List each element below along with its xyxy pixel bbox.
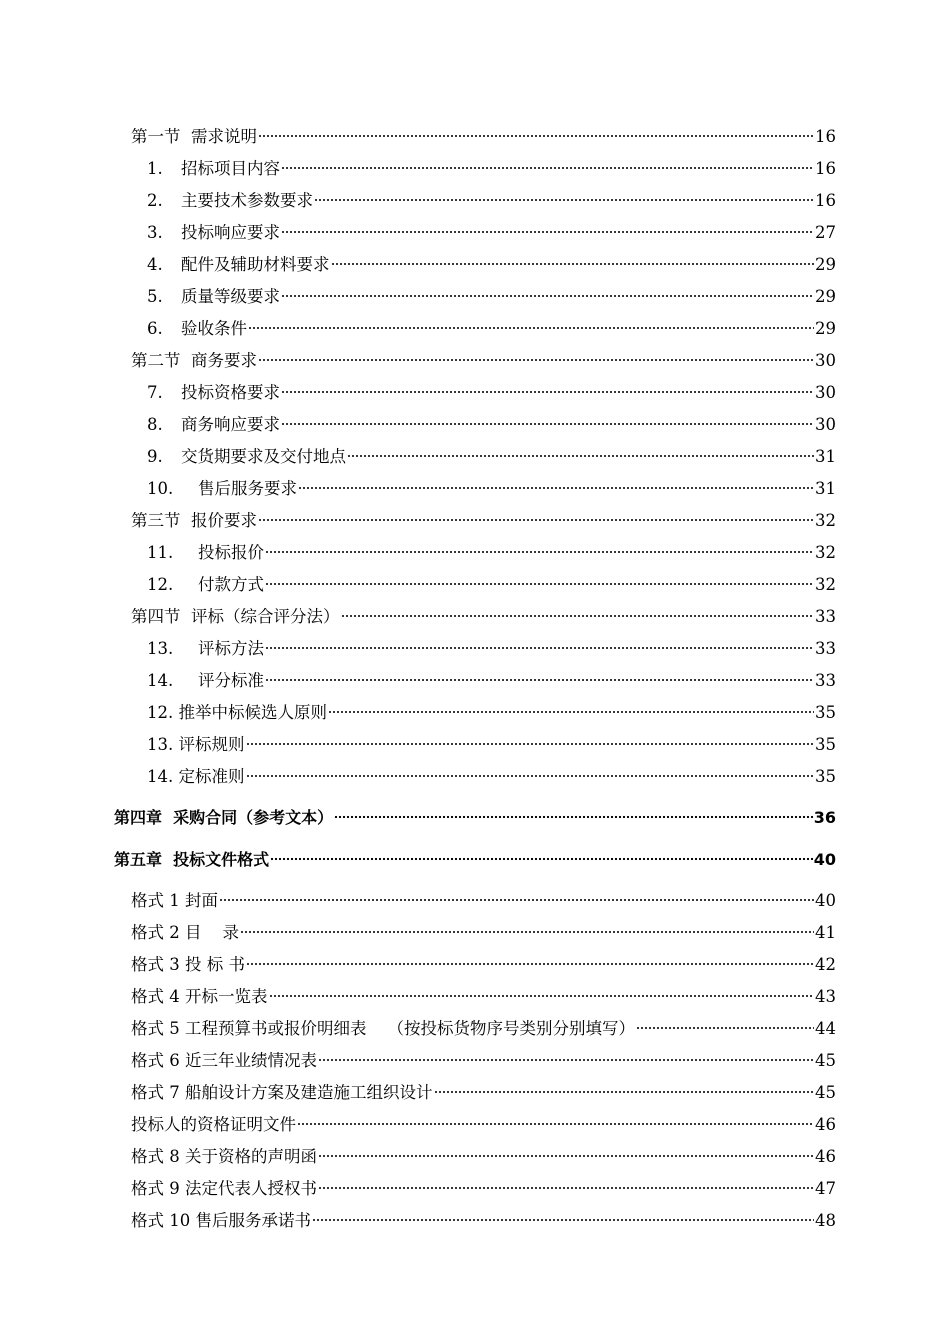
toc-page-number: 33 (815, 607, 836, 626)
toc-leader-dots (258, 116, 814, 142)
toc-item-entry[interactable] (147, 276, 836, 306)
toc-page-number: 30 (815, 383, 836, 402)
toc-entry-title: 格式 5 工程预算书或报价明细表 （按投标货物序号类别分别填写） (131, 1019, 635, 1038)
toc-format-entry[interactable] (131, 912, 836, 942)
toc-page-number: 35 (815, 703, 836, 722)
toc-item-entry[interactable] (147, 308, 836, 338)
toc-item-entry[interactable] (147, 404, 836, 434)
toc-page-number: 33 (815, 671, 836, 690)
toc-page-number: 44 (815, 1019, 836, 1038)
toc-item-entry[interactable] (147, 724, 836, 754)
toc-page-number: 41 (815, 923, 836, 942)
toc-page-number: 31 (815, 479, 836, 498)
toc-leader-dots (246, 756, 815, 782)
toc-item-entry[interactable] (147, 212, 836, 242)
toc-chapter-entry[interactable] (114, 797, 836, 827)
toc-entry-number: 5. (147, 287, 163, 306)
toc-leader-dots (246, 724, 815, 750)
toc-page-number: 35 (815, 735, 836, 754)
toc-leader-dots (298, 468, 814, 494)
toc-page-number: 29 (815, 319, 836, 338)
toc-leader-dots (240, 912, 814, 938)
toc-entry-title: 格式 9 法定代表人授权书 (131, 1179, 317, 1198)
toc-item-entry[interactable] (147, 532, 836, 562)
toc-page-number: 16 (815, 159, 836, 178)
toc-entry-title: 格式 7 船舶设计方案及建造施工组织设计 (131, 1083, 433, 1102)
toc-entry-title: 投标报价 (198, 543, 264, 562)
toc-entry-title: 付款方式 (198, 575, 264, 594)
toc-page-number: 45 (815, 1083, 836, 1102)
toc-chapter-entry[interactable] (114, 839, 836, 869)
toc-entry-title: 格式 8 关于资格的声明函 (131, 1147, 317, 1166)
toc-format-entry[interactable] (131, 976, 836, 1006)
toc-entry-title: 评分标准 (198, 671, 264, 690)
toc-entry-title: 招标项目内容 (181, 159, 280, 178)
toc-item-entry[interactable] (147, 628, 836, 658)
toc-entry-title: 主要技术参数要求 (181, 191, 313, 210)
toc-page-number: 40 (813, 850, 836, 869)
toc-page-number: 40 (815, 891, 836, 910)
toc-format-entry[interactable] (131, 1200, 836, 1230)
toc-entry-number: 8. (147, 415, 163, 434)
toc-section-entry[interactable] (131, 596, 836, 626)
toc-leader-dots (265, 532, 814, 558)
toc-page-number: 33 (815, 639, 836, 658)
toc-entry-number: 14. (147, 671, 174, 690)
toc-entry-title: 13. 评标规则 (147, 735, 245, 754)
toc-leader-dots (281, 276, 814, 302)
toc-leader-dots (318, 1136, 814, 1162)
toc-leader-dots (258, 500, 814, 526)
toc-format-entry[interactable] (131, 880, 836, 910)
toc-section-entry[interactable] (131, 340, 836, 370)
toc-item-entry[interactable] (147, 468, 836, 498)
toc-format-entry[interactable] (131, 1104, 836, 1134)
toc-item-entry[interactable] (147, 756, 836, 786)
toc-entry-title: 投标响应要求 (181, 223, 280, 242)
toc-leader-dots (281, 372, 814, 398)
toc-page-number: 45 (815, 1051, 836, 1070)
toc-page-number: 36 (813, 808, 836, 827)
toc-entry-title: 配件及辅助材料要求 (181, 255, 330, 274)
toc-entry-title: 售后服务要求 (198, 479, 297, 498)
toc-leader-dots (341, 596, 815, 622)
toc-entry-title: 格式 3 投 标 书 (131, 955, 245, 974)
toc-leader-dots (270, 839, 813, 865)
toc-entry-number: 7. (147, 383, 163, 402)
toc-leader-dots (265, 660, 814, 686)
toc-leader-dots (248, 308, 814, 334)
toc-entry-number: 3. (147, 223, 163, 242)
toc-page-number: 32 (815, 511, 836, 530)
toc-leader-dots (265, 564, 814, 590)
toc-entry-number: 6. (147, 319, 163, 338)
toc-format-entry[interactable] (131, 1040, 836, 1070)
toc-entry-title: 投标资格要求 (181, 383, 280, 402)
toc-section-entry[interactable] (131, 116, 836, 146)
toc-leader-dots (265, 628, 814, 654)
toc-page-number: 16 (815, 191, 836, 210)
toc-page-number: 30 (815, 351, 836, 370)
toc-leader-dots (328, 692, 814, 718)
toc-entry-title: 第四节 评标（综合评分法） (131, 607, 340, 626)
toc-page-number: 30 (815, 415, 836, 434)
toc-entry-title: 第二节 商务要求 (131, 351, 257, 370)
toc-leader-dots (331, 244, 815, 270)
toc-entry-title: 第四章 采购合同（参考文本） (114, 808, 334, 827)
toc-section-entry[interactable] (131, 500, 836, 530)
toc-entry-title: 格式 1 封面 (131, 891, 218, 910)
toc-leader-dots (258, 340, 814, 366)
toc-page-number: 35 (815, 767, 836, 786)
toc-format-entry[interactable] (131, 1008, 836, 1038)
toc-entry-number: 9. (147, 447, 163, 466)
toc-entry-title: 第五章 投标文件格式 (114, 850, 270, 869)
toc-format-entry[interactable] (131, 1072, 836, 1102)
toc-leader-dots (246, 944, 814, 970)
toc-item-entry[interactable] (147, 692, 836, 722)
toc-entry-title: 12. 推举中标候选人原则 (147, 703, 327, 722)
toc-entry-number: 2. (147, 191, 163, 210)
toc-page-number: 46 (815, 1115, 836, 1134)
toc-leader-dots (636, 1008, 814, 1034)
toc-page-number: 29 (815, 287, 836, 306)
toc-leader-dots (281, 148, 814, 174)
toc-page-number: 48 (815, 1211, 836, 1230)
toc-entry-title: 投标人的资格证明文件 (131, 1115, 296, 1134)
toc-entry-title: 格式 2 目 录 (131, 923, 239, 942)
toc-entry-number: 1. (147, 159, 163, 178)
toc-item-entry[interactable] (147, 372, 836, 402)
toc-leader-dots (297, 1104, 814, 1130)
toc-entry-title: 质量等级要求 (181, 287, 280, 306)
toc-item-entry[interactable] (147, 148, 836, 178)
toc-page-number: 32 (815, 543, 836, 562)
toc-entry-title: 格式 10 售后服务承诺书 (131, 1211, 311, 1230)
toc-page-number: 32 (815, 575, 836, 594)
toc-entry-number: 12. (147, 575, 174, 594)
toc-page-number: 47 (815, 1179, 836, 1198)
toc-leader-dots (314, 180, 814, 206)
toc-leader-dots (318, 1040, 814, 1066)
toc-leader-dots (281, 212, 814, 238)
toc-leader-dots (334, 797, 813, 823)
toc-leader-dots (347, 436, 814, 462)
toc-leader-dots (281, 404, 814, 430)
toc-entry-title: 验收条件 (181, 319, 247, 338)
toc-entry-title: 第三节 报价要求 (131, 511, 257, 530)
toc-leader-dots (312, 1200, 814, 1226)
toc-entry-title: 第一节 需求说明 (131, 127, 257, 146)
toc-format-entry[interactable] (131, 944, 836, 974)
toc-leader-dots (318, 1168, 814, 1194)
toc-entry-number: 4. (147, 255, 163, 274)
toc-entry-title: 14. 定标准则 (147, 767, 245, 786)
toc-entry-number: 11. (147, 543, 174, 562)
toc-page-number: 46 (815, 1147, 836, 1166)
toc-entry-title: 格式 6 近三年业绩情况表 (131, 1051, 317, 1070)
toc-item-entry[interactable] (147, 244, 836, 274)
toc-page-number: 31 (815, 447, 836, 466)
toc-leader-dots (434, 1072, 815, 1098)
toc-item-entry[interactable] (147, 180, 836, 210)
toc-format-entry[interactable] (131, 1168, 836, 1198)
toc-item-entry[interactable] (147, 436, 836, 466)
toc-entry-title: 格式 4 开标一览表 (131, 987, 268, 1006)
toc-page-number: 42 (815, 955, 836, 974)
toc-leader-dots (219, 880, 814, 906)
toc-format-entry[interactable] (131, 1136, 836, 1166)
toc-entry-title: 商务响应要求 (181, 415, 280, 434)
toc-entry-title: 评标方法 (198, 639, 264, 658)
toc-leader-dots (269, 976, 815, 1002)
toc-page-number: 29 (815, 255, 836, 274)
toc-page-number: 27 (815, 223, 836, 242)
toc-entry-number: 10. (147, 479, 174, 498)
toc-page-number: 16 (815, 127, 836, 146)
toc-page-number: 43 (815, 987, 836, 1006)
toc-entry-number: 13. (147, 639, 174, 658)
toc-entry-title: 交货期要求及交付地点 (181, 447, 346, 466)
toc-item-entry[interactable] (147, 660, 836, 690)
toc-item-entry[interactable] (147, 564, 836, 594)
